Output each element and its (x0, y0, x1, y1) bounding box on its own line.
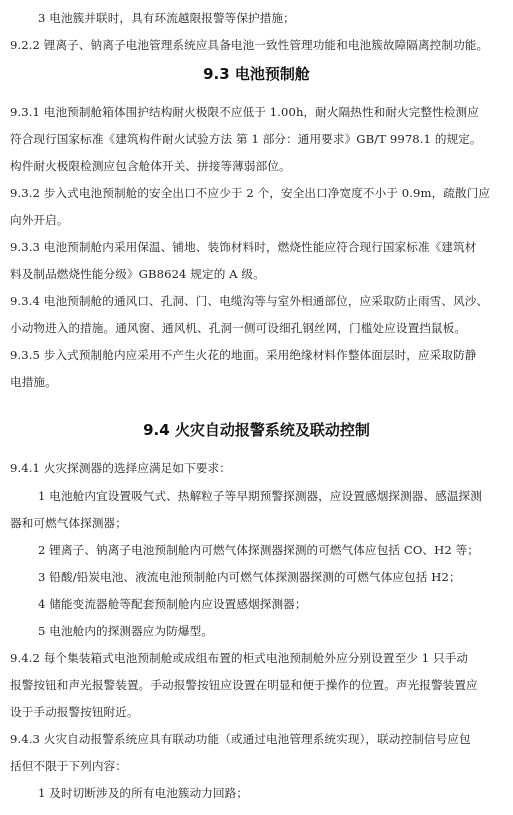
clause-9-3-5-line-1: 9.3.5 步入式预制舱内应采用不产生火花的地面。采用绝缘材料作整体面层时，应采取防静 (10, 348, 477, 362)
clause-9-3-1-line-1: 9.3.1 电池预制舱箱体围护结构耐火极限不应低于 1.00h，耐火隔热性和耐火完整性检测应 (10, 105, 479, 119)
clause-9-3-3-line-1: 9.3.3 电池预制舱内采用保温、铺地、装饰材料时，燃烧性能应符合现行国家标准《建筑材 (10, 240, 477, 254)
clause-9-3-2-line-2: 向外开启。 (10, 213, 69, 227)
clause-9-4-2-line-3: 设于手动报警按钮附近。 (10, 705, 139, 719)
list-item-4: 4 储能变流器舱等配套预制舱内应设置感烟探测器； (38, 597, 307, 611)
clause-9-3-5-line-2: 电措施。 (10, 375, 57, 389)
clause-9-3-2-line-1: 9.3.2 步入式电池预制舱的安全出口不应少于 2 个，安全出口净宽度不小于 0.9m，疏散门应 (10, 186, 491, 200)
list-item-2: 2 锂离子、钠离子电池预制舱内可燃气体探测器探测的可燃气体应包括 CO、H2 等； (38, 543, 479, 557)
section-9-3-title: 9.3 电池预制舱 (203, 65, 310, 83)
clause-9-4-3-line-1: 9.4.3 火灾自动报警系统应具有联动功能（或通过电池管理系统实现），联动控制信号应包 (10, 732, 471, 746)
section-9-4-title: 9.4 火灾自动报警系统及联动控制 (143, 421, 370, 439)
list-item-5: 5 电池舱内的探测器应为防爆型。 (38, 624, 213, 638)
clause-9-3-1-line-2: 符合现行国家标准《建筑构件耐火试验方法 第 1 部分：通用要求》GB/T 9978.1 的规定。 (10, 132, 482, 146)
clause-9-3-4-line-1: 9.3.4 电池预制舱的通风口、孔洞、门、电缆沟等与室外相通部位，应采取防止雨雪、风沙、 (10, 294, 489, 308)
list-item-3-cluster-parallel: 3 电池簇并联时，具有环流越限报警等保护措施； (38, 11, 295, 25)
list-item-1-line-1: 1 电池舱内宜设置吸气式、热解粒子等早期预警探测器，应设置感烟探测器、感温探测 (38, 489, 482, 503)
clause-9-3-1-line-3: 构件耐火极限检测应包含舱体开关、拼接等薄弱部位。 (10, 159, 291, 173)
list-item-1-cut-circuits: 1 及时切断涉及的所有电池簇动力回路； (38, 786, 249, 800)
clause-9-3-3-line-2: 料及制品燃烧性能分级》GB8624 规定的 A 级。 (10, 267, 265, 281)
clause-9-3-4-line-2: 小动物进入的措施。通风窗、通风机、孔洞一侧可设细孔钢丝网，门槛处应设置挡鼠板。 (10, 321, 467, 335)
clause-9-4-2-line-2: 报警按钮和声光报警装置。手动报警按钮应设置在明显和便于操作的位置。声光报警装置应 (10, 678, 478, 692)
clause-9-4-3-line-2: 括但不限于下列内容： (10, 759, 127, 773)
clause-9-4-2-line-1: 9.4.2 每个集装箱式电池预制舱或成组布置的柜式电池预制舱外应分别设置至少 1 只手动 (10, 651, 469, 665)
list-item-1-line-2: 器和可燃气体探测器； (10, 516, 127, 530)
list-item-3: 3 铅酸/铅炭电池、液流电池预制舱内可燃气体探测器探测的可燃气体应包括 H2； (38, 570, 461, 584)
clause-9-2-2: 9.2.2 锂离子、钠离子电池管理系统应具备电池一致性管理功能和电池簇故障隔离控制功能。 (10, 38, 489, 52)
clause-9-4-1: 9.4.1 火灾探测器的选择应满足如下要求： (10, 461, 231, 475)
